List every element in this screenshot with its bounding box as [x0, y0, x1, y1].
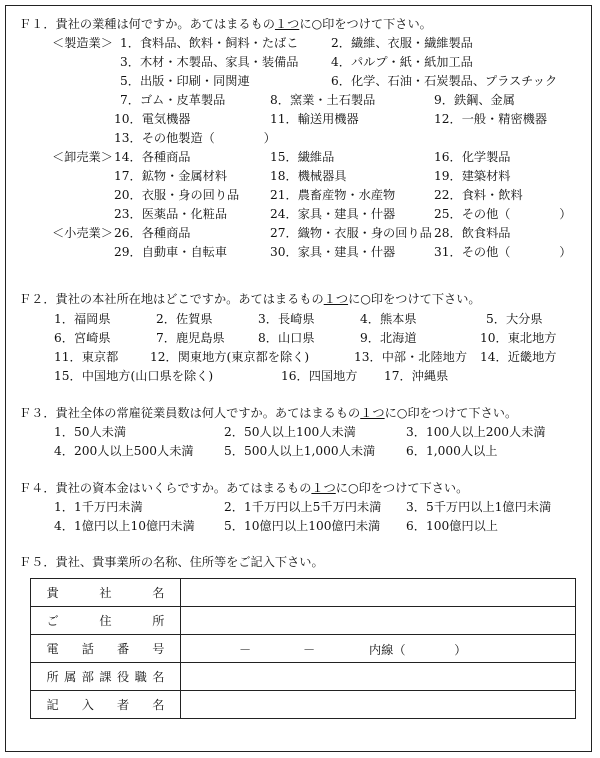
f4-question: Ｆ４．貴社の資本金はいくらですか。あてはまるもの１つに○印をつけて下さい。 — [19, 481, 469, 495]
f2-option[interactable]: 17．沖縄県 — [384, 369, 449, 383]
f1-option[interactable]: 8．窯業・土石製品 — [270, 93, 376, 107]
f2-option[interactable]: 10．東北地方 — [480, 331, 557, 345]
extension-label: 内線（ ） — [369, 643, 467, 657]
f1-option[interactable]: 26．各種商品 — [114, 226, 191, 240]
label-address: ご住所 — [31, 607, 181, 635]
company-info-table — [30, 578, 576, 719]
label-phone: 電話番号 — [31, 635, 181, 663]
f1-option[interactable]: 24．家具・建具・什器 — [270, 207, 396, 221]
f2-option[interactable]: 9．北海道 — [360, 331, 417, 345]
f1-option[interactable]: 29．自動車・自転車 — [114, 245, 228, 259]
f3-option[interactable]: 4．200人以上500人未満 — [54, 444, 194, 458]
f4-option[interactable]: 5．10億円以上100億円未満 — [224, 519, 381, 533]
company-name-field[interactable] — [181, 579, 576, 607]
f2-option[interactable]: 13．中部・北陸地方 — [354, 350, 468, 364]
f1-option[interactable]: 7．ゴム・皮革製品 — [120, 93, 226, 107]
f4-option[interactable]: 3．5千万円以上1億円未満 — [406, 500, 552, 514]
f1-option[interactable]: 12．一般・精密機器 — [434, 112, 548, 126]
f1-option[interactable]: 10．電気機器 — [114, 112, 191, 126]
f4-option[interactable]: 1．1千万円未満 — [54, 500, 143, 514]
label-department-title: 所属部課役職名 — [31, 663, 181, 691]
f1-option[interactable]: 1．食料品、飲料・飼料・たばこ — [120, 36, 299, 50]
f2-option[interactable]: 11．東京都 — [54, 350, 119, 364]
f5-question: Ｆ５．貴社、貴事業所の名称、住所等をご記入下さい。 — [19, 555, 324, 569]
phone-dash-1: － — [239, 643, 252, 657]
f1-option[interactable]: 30．家具・建具・什器 — [270, 245, 396, 259]
f2-option[interactable]: 14．近畿地方 — [480, 350, 557, 364]
f1-option[interactable]: 22．食料・飲料 — [434, 188, 523, 202]
f1-option[interactable]: 4．パルプ・紙・紙加工品 — [331, 55, 473, 69]
f1-option[interactable]: 11．輸送用機器 — [270, 112, 359, 126]
f2-option[interactable]: 5．大分県 — [486, 312, 543, 326]
department-title-field[interactable] — [181, 663, 576, 691]
f1-category-manufacturing: ＜製造業＞ — [52, 36, 113, 50]
f1-option[interactable]: 14．各種商品 — [114, 150, 191, 164]
table-row — [31, 579, 576, 607]
f2-question: Ｆ２．貴社の本社所在地はどこですか。あてはまるもの１つに○印をつけて下さい。 — [19, 292, 481, 306]
f1-question: Ｆ１．貴社の業種は何ですか。あてはまるもの１つに○印をつけて下さい。 — [19, 17, 432, 31]
f3-option[interactable]: 1．50人未満 — [54, 425, 127, 439]
f3-option[interactable]: 2．50人以上100人未満 — [224, 425, 356, 439]
f1-option[interactable]: 6．化学、石油・石炭製品、プラスチック — [331, 74, 558, 88]
f3-option[interactable]: 3．100人以上200人未満 — [406, 425, 546, 439]
f1-option[interactable]: 18．機械器具 — [270, 169, 347, 183]
f1-option[interactable]: 16．化学製品 — [434, 150, 511, 164]
f1-option[interactable]: 19．建築材料 — [434, 169, 511, 183]
f3-question: Ｆ３．貴社全体の常雇従業員数は何人ですか。あてはまるもの１つに○印をつけて下さい。 — [19, 406, 518, 420]
f1-option[interactable]: 17．鉱物・金属材料 — [114, 169, 228, 183]
address-field[interactable] — [181, 607, 576, 635]
f2-option[interactable]: 15．中国地方(山口県を除く) — [54, 369, 214, 383]
f1-option[interactable]: 3．木材・木製品、家具・装備品 — [120, 55, 299, 69]
label-respondent-name: 記入者名 — [31, 691, 181, 719]
label-company-name: 貴社名 — [31, 579, 181, 607]
f2-option[interactable]: 4．熊本県 — [360, 312, 417, 326]
f1-option[interactable]: 28．飲食料品 — [434, 226, 511, 240]
f1-option[interactable]: 21．農畜産物・水産物 — [270, 188, 396, 202]
f1-option[interactable]: 13．その他製造（ ） — [114, 131, 276, 145]
table-row — [31, 691, 576, 719]
f1-option[interactable]: 23．医薬品・化粧品 — [114, 207, 228, 221]
f1-option[interactable]: 2．繊維、衣服・繊維製品 — [331, 36, 473, 50]
f4-option[interactable]: 2．1千万円以上5千万円未満 — [224, 500, 382, 514]
f1-option[interactable]: 15．繊維品 — [270, 150, 335, 164]
table-row — [31, 607, 576, 635]
table-row — [31, 635, 576, 663]
f2-option[interactable]: 12．関東地方(東京都を除く) — [150, 350, 310, 364]
f2-option[interactable]: 6．宮崎県 — [54, 331, 111, 345]
respondent-name-field[interactable] — [181, 691, 576, 719]
f3-option[interactable]: 6．1,000人以上 — [406, 444, 498, 458]
f2-option[interactable]: 2．佐賀県 — [156, 312, 213, 326]
phone-field[interactable] — [181, 635, 576, 663]
f2-option[interactable]: 16．四国地方 — [281, 369, 358, 383]
f4-option[interactable]: 6．100億円以上 — [406, 519, 498, 533]
f1-category-retail: ＜小売業＞ — [52, 226, 113, 240]
f3-option[interactable]: 5．500人以上1,000人未満 — [224, 444, 376, 458]
f1-option[interactable]: 5．出版・印刷・同関連 — [120, 74, 250, 88]
f2-option[interactable]: 1．福岡県 — [54, 312, 111, 326]
f1-option[interactable]: 9．鉄鋼、金属 — [434, 93, 515, 107]
f2-option[interactable]: 8．山口県 — [258, 331, 315, 345]
f1-option[interactable]: 25．その他（ ） — [434, 207, 572, 221]
f1-option[interactable]: 27．織物・衣服・身の回り品 — [270, 226, 432, 240]
f4-option[interactable]: 4．1億円以上10億円未満 — [54, 519, 195, 533]
f1-category-wholesale: ＜卸売業＞ — [52, 150, 113, 164]
f2-option[interactable]: 3．長崎県 — [258, 312, 315, 326]
f2-option[interactable]: 7．鹿児島県 — [156, 331, 225, 345]
f1-option[interactable]: 20．衣服・身の回り品 — [114, 188, 240, 202]
phone-dash-2: － — [303, 643, 316, 657]
table-row — [31, 663, 576, 691]
f1-option[interactable]: 31．その他（ ） — [434, 245, 572, 259]
